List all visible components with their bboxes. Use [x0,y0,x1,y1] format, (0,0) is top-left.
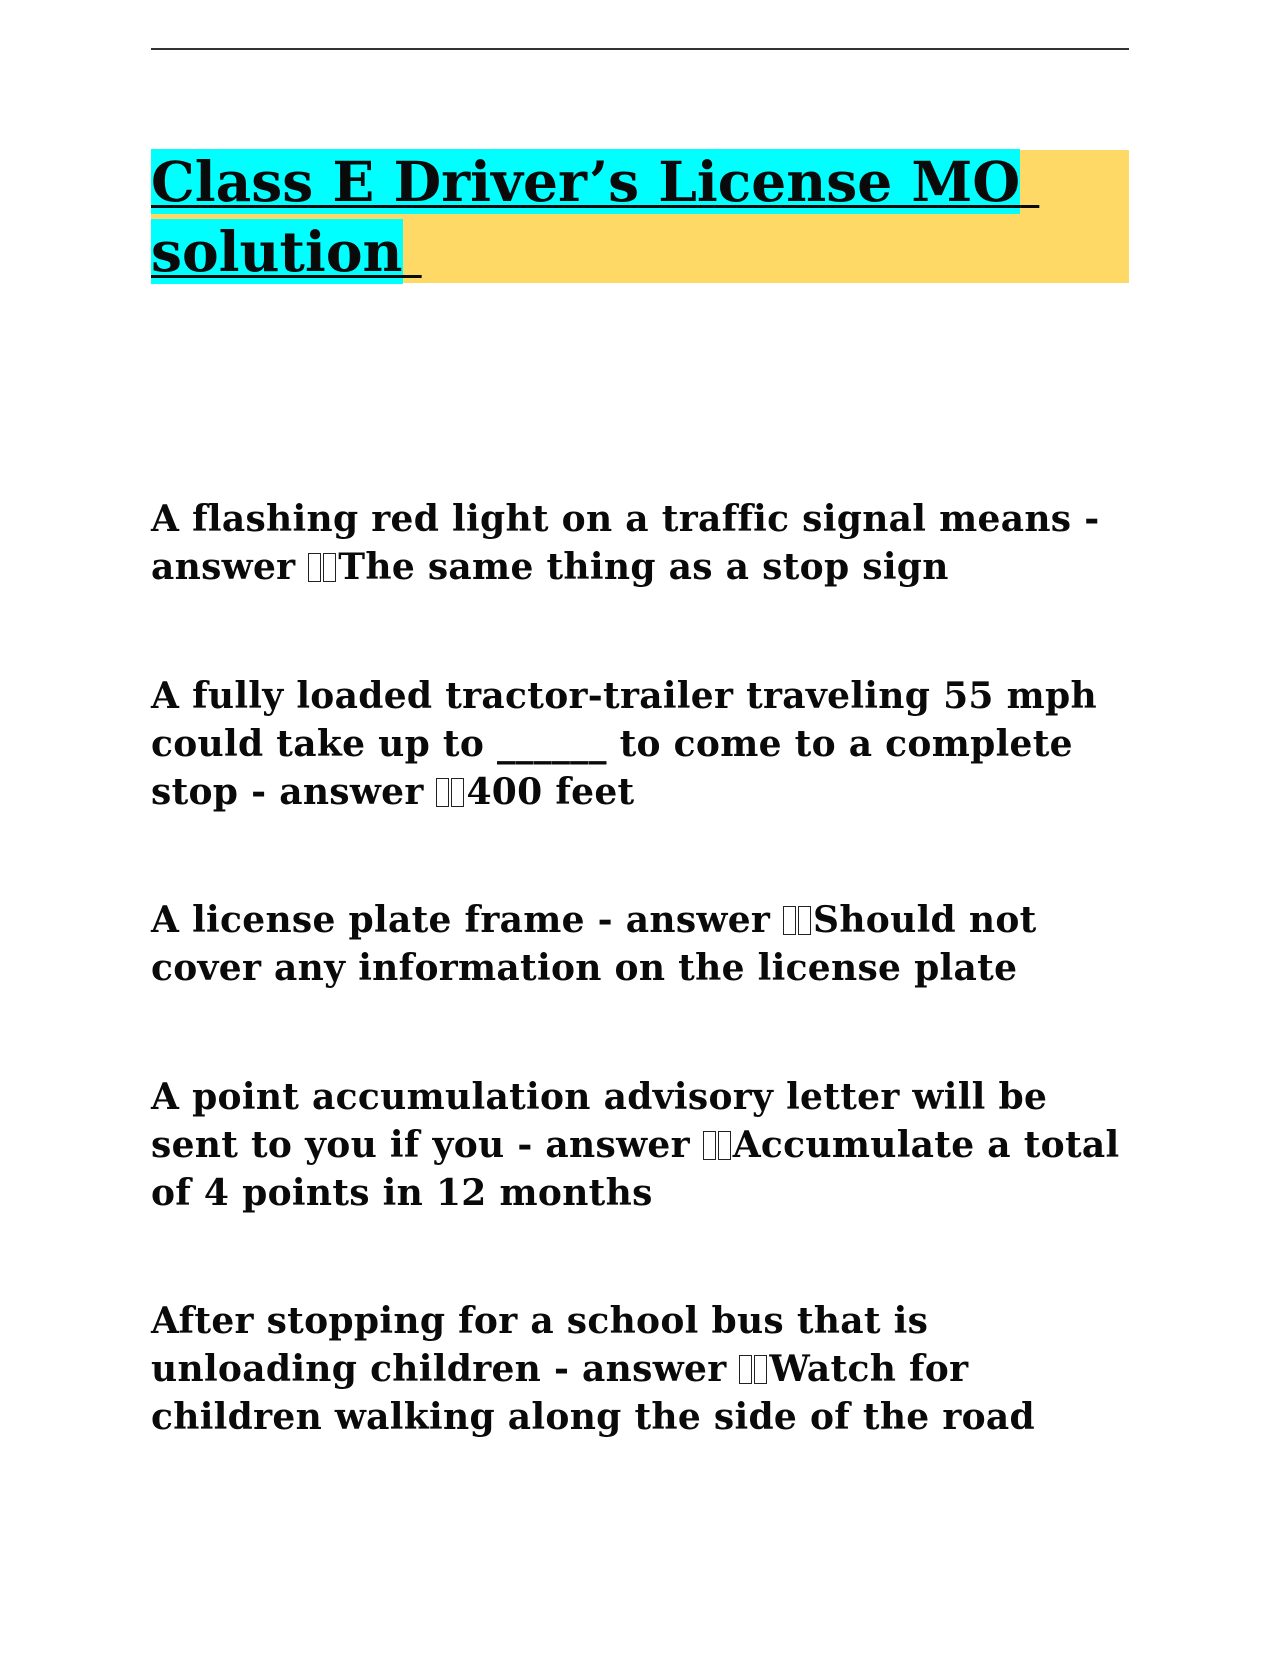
title-text-2: solution [151,219,403,284]
qa-answer: The same thing as a stop sign [338,546,949,588]
qa-item [151,1297,1141,1441]
qa-question: A flashing red light on a traffic signal means - answer [151,498,1100,588]
qa-question: A fully loaded tractor-trailer traveling 55 mph could take up to ______ to come to a complete stop - answer [151,675,1097,813]
missing-glyph-icon [754,1355,767,1384]
qa-answer: 400 feet [466,771,635,813]
qa-answer: Accumulate a total of 4 points in 12 months [151,1124,1120,1214]
missing-glyph-icon [703,1131,716,1160]
missing-glyph-icon [718,1131,731,1160]
document-title-block [151,150,1129,283]
qa-question: A license plate frame - answer [151,899,784,941]
document-title-line-1 [151,150,1039,214]
missing-glyph-icon [436,778,449,807]
qa-item [151,495,1141,591]
document-title-line-2 [151,220,422,284]
header-rule [151,48,1129,50]
missing-glyph-icon [739,1355,752,1384]
qa-item [151,896,1141,992]
missing-glyph-icon [798,906,811,935]
missing-glyph-icon [783,906,796,935]
missing-glyph-icon [451,778,464,807]
title-text-1: Class E Driver’s License MO [151,149,1021,214]
qa-item [151,672,1141,816]
qa-question: A point accumulation advisory letter will be sent to you if you - answer [151,1076,1048,1166]
qa-item [151,1073,1141,1217]
qa-answer: Should not cover any information on the license plate [151,899,1037,989]
qa-question: After stopping for a school bus that is unloading children - answer [151,1300,929,1390]
missing-glyph-icon [323,553,336,582]
missing-glyph-icon [308,553,321,582]
qa-answer: Watch for children walking along the side of the road [151,1348,1036,1438]
